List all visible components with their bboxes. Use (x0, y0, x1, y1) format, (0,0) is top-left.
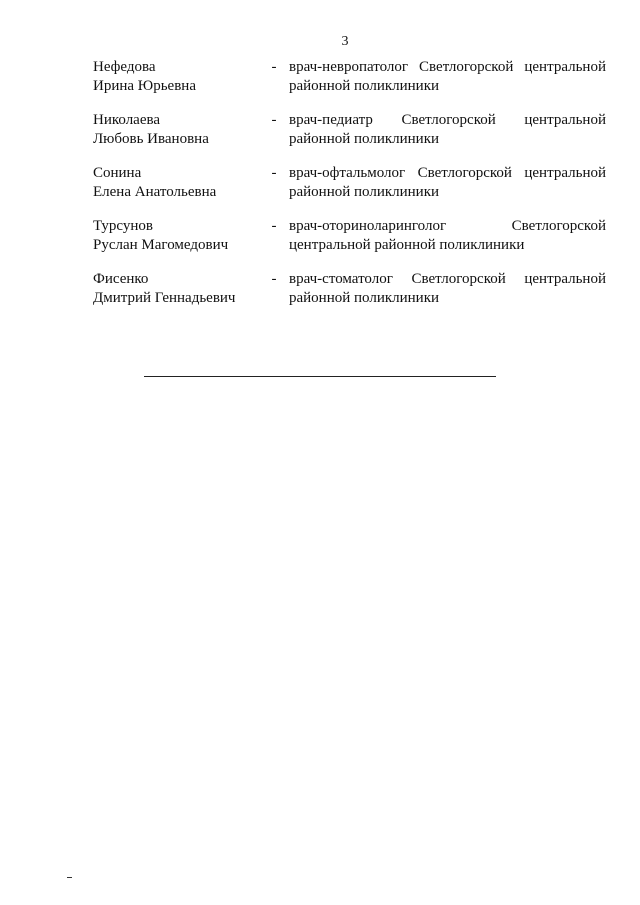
person-surname: Сонина (93, 165, 142, 181)
page-number: 3 (341, 34, 349, 49)
staff-entry (93, 270, 606, 323)
end-of-document-rule (144, 376, 496, 377)
person-name (93, 58, 268, 96)
scan-mark (67, 877, 72, 878)
person-surname: Турсунов (93, 218, 153, 234)
position-description (289, 58, 606, 96)
person-name (93, 270, 268, 308)
person-given-names: Дмитрий Геннадьевич (93, 290, 236, 306)
dash-separator: - (271, 165, 277, 181)
person-given-names: Ирина Юрьевна (93, 78, 196, 94)
dash-separator: - (271, 59, 277, 75)
staff-entry (93, 58, 606, 111)
person-given-names: Любовь Ивановна (93, 131, 209, 147)
dash-separator: - (271, 112, 277, 128)
position-line: районной поликлиники (289, 184, 440, 200)
position-description (289, 111, 606, 149)
position-line: врач-офтальмолог Светлогорской центральной (289, 165, 606, 181)
staff-entry (93, 164, 606, 217)
person-given-names: Руслан Магомедович (93, 237, 229, 253)
person-name (93, 217, 268, 255)
staff-list (93, 58, 606, 323)
position-line: врач-педиатр Светлогорской центральной (289, 112, 606, 128)
position-line: районной поликлиники (289, 131, 440, 147)
person-given-names: Елена Анатольевна (93, 184, 217, 200)
person-name (93, 111, 268, 149)
position-description (289, 164, 606, 202)
position-line: районной поликлиники (289, 290, 440, 306)
position-line: врач-невропатолог Светлогорской центральной (289, 59, 606, 75)
dash-separator: - (271, 271, 277, 287)
position-line: центральной районной поликлиники (289, 237, 525, 253)
position-description (289, 217, 606, 255)
position-line: врач-оториноларинголог Светлогорской (289, 218, 606, 234)
dash-separator: - (271, 218, 277, 234)
person-surname: Николаева (93, 112, 161, 128)
position-description (289, 270, 606, 308)
position-line: врач-стоматолог Светлогорской центральной (289, 271, 606, 287)
staff-entry (93, 111, 606, 164)
person-surname: Фисенко (93, 271, 149, 287)
person-name (93, 164, 268, 202)
person-surname: Нефедова (93, 59, 156, 75)
staff-entry (93, 217, 606, 270)
position-line: районной поликлиники (289, 78, 440, 94)
